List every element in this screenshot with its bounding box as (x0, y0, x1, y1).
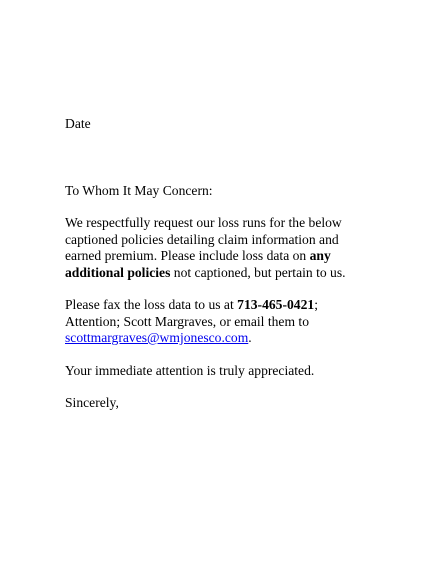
request-line-3-text: earned premium. Please include loss data on (65, 248, 310, 263)
request-line-4 (65, 265, 385, 282)
request-line-4-text: not captioned, but pertain to us. (170, 264, 346, 280)
request-line-2: captioned policies detailing claim information and (65, 231, 339, 247)
fax-number: 713-465-0421 (237, 297, 315, 312)
letter-body (65, 116, 385, 412)
request-line-3 (65, 248, 385, 265)
email-link[interactable]: scottmargraves@wmjonesco.com (65, 330, 249, 345)
closing: Sincerely, (65, 395, 119, 410)
appreciation-paragraph: Your immediate attention is truly appreciated. (65, 362, 315, 378)
any-emphasis: any (309, 248, 331, 263)
fax-line-end: ; (314, 297, 318, 312)
contact-paragraph (65, 297, 385, 347)
contact-line-1 (65, 297, 385, 314)
contact-line-2: Attention; Scott Margraves, or email them to (65, 313, 310, 329)
salutation: To Whom It May Concern: (65, 182, 213, 198)
date-label: Date (65, 116, 91, 131)
request-paragraph (65, 215, 385, 281)
additional-policies-emphasis: additional policies (65, 264, 171, 280)
email-line-end: . (248, 330, 252, 345)
contact-line-3 (65, 330, 385, 347)
fax-intro-text: Please fax the loss data to us at (65, 297, 238, 312)
request-line-1: We respectfully request our loss runs for the below (65, 215, 342, 230)
